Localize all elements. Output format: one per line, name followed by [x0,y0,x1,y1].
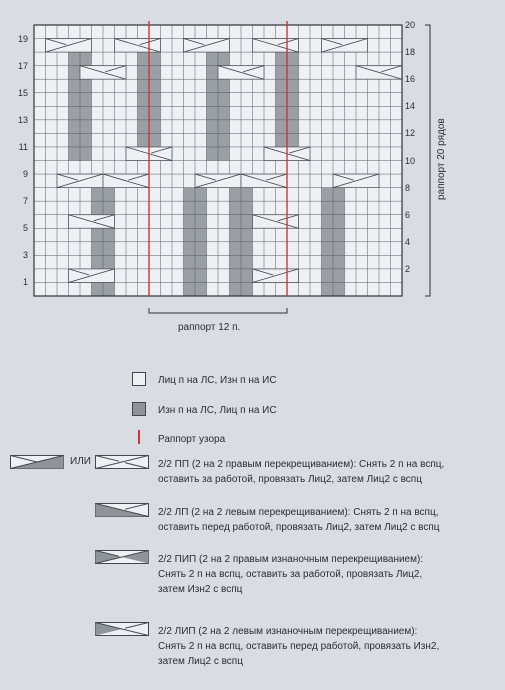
row-number-right: 8 [405,182,411,193]
row-number-right: 4 [405,236,411,247]
legend-cable-right-purl-symbol [95,550,149,564]
row-number-right: 20 [405,20,416,30]
row-number-left: 17 [17,60,28,71]
row-number-left: 11 [18,141,28,152]
legend-repeat-line [137,430,141,444]
legend-purl-square [132,402,146,416]
row-number-left: 3 [22,250,28,261]
legend-knit-text: Лиц п на ЛС, Изн п на ИС [158,375,277,386]
row-number-right: 18 [405,47,416,58]
legend-cable-right-symbol-b [95,455,149,469]
row-number-right: 6 [405,209,411,220]
legend-or-text: ИЛИ [70,456,91,467]
row-number-right: 2 [405,263,411,274]
stitch-repeat-label: раппорт 12 п. [178,322,241,333]
legend-cable-right-symbol-a [10,455,64,469]
legend-cable-right-text: 2/2 ПП (2 на 2 правым перекрещиванием): Снять 2 п на вспц, оставить за работой, провязать Лиц2, затем Лиц2 с вспц [158,459,445,485]
row-number-left: 15 [17,87,28,98]
legend-purl-text: Изн п на ЛС, Лиц п на ИС [158,405,277,416]
row-number-left: 9 [22,169,28,180]
row-number-left: 7 [22,196,28,207]
legend-cable-right-purl-text: 2/2 ПИП (2 на 2 правым изнаночным перекрещиванием): Снять 2 п на вспц, оставить за работой, провязать Лиц2, затем Изн2 с вспц [158,554,424,595]
legend-cable-left-purl-text: 2/2 ЛИП (2 на 2 левым изнаночным перекрещиванием): Снять 2 п на вспц, оставить перед работой, провязать Изн2, затем Лиц2 с вспц [158,626,440,667]
row-number-right: 14 [405,101,416,112]
stitch-repeat-bracket [149,308,287,313]
legend-cable-left-symbol [95,503,149,517]
row-number-left: 19 [17,33,28,44]
legend-cable-left-text: 2/2 ЛП (2 на 2 левым перекрещиванием): Снять 2 п на вспц, оставить перед работой, провязать Лиц2, затем Лиц2 с вспц [158,507,440,533]
row-number-left: 13 [17,114,28,125]
row-repeat-bracket [425,25,430,296]
legend-knit-square [132,372,146,386]
legend-repeat-text: Раппорт узора [158,434,226,445]
row-number-right: 12 [405,128,416,139]
row-repeat-label: раппорт 20 рядов [436,118,447,200]
row-number-right: 10 [405,155,416,166]
legend-cable-left-purl-symbol [95,622,149,636]
row-number-right: 16 [405,74,416,85]
row-number-left: 5 [22,223,28,234]
row-number-left: 1 [22,277,28,288]
